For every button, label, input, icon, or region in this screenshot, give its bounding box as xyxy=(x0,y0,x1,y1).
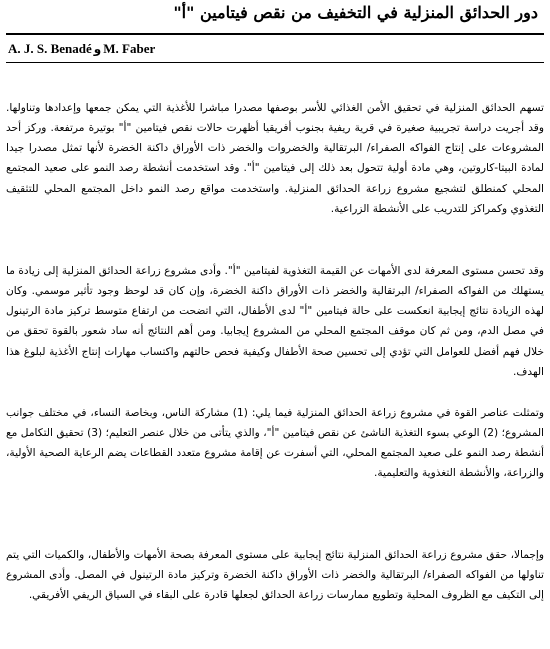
author-first: A. J. S. Benadé xyxy=(8,41,92,56)
author-divider xyxy=(6,62,544,63)
author-conjunction: و xyxy=(93,42,102,56)
document-title: دور الحدائق المنزلية في التخفيف من نقص فيتامين "أ" xyxy=(173,3,538,22)
title-divider xyxy=(6,33,544,35)
body-paragraph-1: تسهم الحدائق المنزلية في تحقيق الأمن الغذائي للأسر بوصفها مصدرا مباشرا للأغذية التي يمكن جمعها وإعدادها وتناولها. وقد أجريت دراسة تجريبية صغيرة في قرية ريفية بجنوب أفريقيا أظهرت حالات نقص فيتامين "أ" بوتيرة مرتفعة. وركز أحد المشروعات على إنتاج الفواكه الصفراء/ البرتقالية والخضروات والخضر ذات الأوراق داكنة الخضرة لأنها تمثل مصدرا جيدا لمادة البيتا-كاروتين، وهي مادة أولية تتحول بعد ذلك إلى فيتامين "أ". وقد استخدمت أنشطة رصد النمو على صعيد المجتمع المحلي كمنطلق لتشجيع مشروع زراعة الحدائق المنزلية. واستخدمت مواقع رصد النمو داخل المجتمع المحلي للتثقيف التغذوي وكمراكز للتدريب على الأنشطة الزراعية. xyxy=(6,101,544,216)
author-line xyxy=(8,40,155,58)
body-paragraph-3: وتمثلت عناصر القوة في مشروع زراعة الحدائق المنزلية فيما يلي: (1) مشاركة الناس، وبخاصة النساء، في مختلف جوانب المشروع؛ (2) الوعي بسوء التغذية الناشئ عن نقص فيتامين "أ"، والذي يتأتى من خلال عنصر التعليم؛ (3) تحقيق التكامل مع أنشطة رصد النمو على صعيد المجتمع المحلي، التي أسفرت عن إقامة مشروع متعدد القطاعات يضم الرعاية الصحية الأولية، والزراعة، والأنشطة التغذوية والتعليمية. xyxy=(6,406,544,480)
body-paragraph-2: وقد تحسن مستوى المعرفة لدى الأمهات عن القيمة التغذوية لفيتامين "أ". وأدى مشروع زراعة الحدائق المنزلية إلى زيادة ما يستهلك من الفواكه الصفراء/ البرتقالية والخضر ذات الأوراق داكنة الخضرة، وإن كان قد لوحظ وجود تأثير موسمي. وكان لهذه الزيادة نتائج إيجابية انعكست على حالة فيتامين "أ" لدى الأطفال، التي اتضحت من ارتفاع متوسط تركيز مادة الرتينول في مصل الدم، ومن ثم كان موقف المجتمع المحلي من المشروع إيجابيا. ومن أهم النتائج أنه ساد شعور بالقوة تحقق من خلال فهم أفضل للعوامل التي تؤدي إلى تحسين صحة الأطفال وكيفية فحص حالتهم واكتساب مهارات إنتاج الأغذية لبلوغ هذا الهدف. xyxy=(6,264,544,379)
body-paragraph-4: وإجمالا، حقق مشروع زراعة الحدائق المنزلية نتائج إيجابية على مستوى المعرفة بصحة الأمهات والأطفال، والكميات التي يتم تناولها من الفواكه الصفراء/ البرتقالية والخضر ذات الأوراق داكنة الخضرة وتركيز مادة الرتينول في المصل. وأدى المشروع إلى التكيف مع الظروف المحلية وتطويع ممارسات زراعة الحدائق لجعلها قادرة على البقاء في السياق الريفي الأفريقي. xyxy=(6,548,544,602)
author-second: M. Faber xyxy=(103,41,156,56)
